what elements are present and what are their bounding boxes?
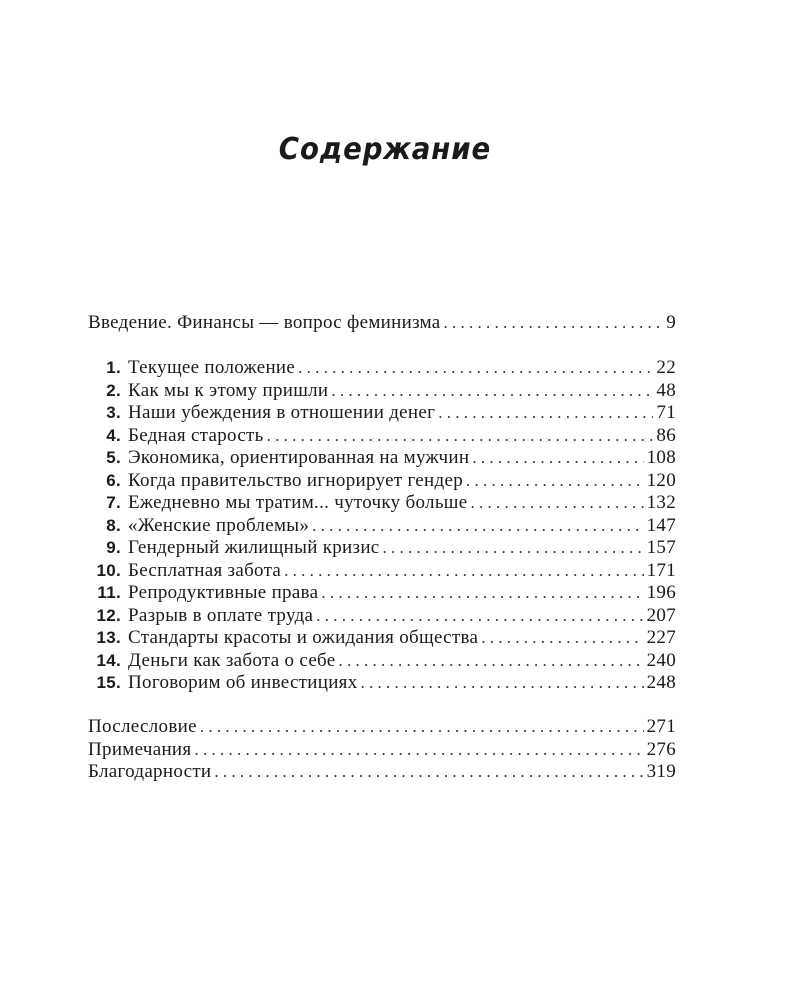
toc-entry-label: Деньги как забота о себе (128, 649, 336, 671)
toc-intro-section (88, 312, 676, 335)
toc-entry-end-matter[interactable] (88, 739, 676, 762)
chapter-number: 11. (97, 583, 121, 602)
toc-entry-label: Гендерный жилищный кризис (128, 537, 380, 558)
toc-entry-intro[interactable] (88, 312, 676, 335)
toc-entry-chapter[interactable] (88, 672, 676, 695)
dot-leader (284, 560, 643, 583)
dot-leader (470, 492, 643, 515)
toc-entry-label: Разрыв в оплате труда (128, 604, 314, 626)
toc-entry-page: 271 (646, 716, 676, 737)
toc-entry-label: Поговорим об инвестициях (128, 672, 358, 693)
toc-entry-label: Бесплатная забота (128, 559, 282, 581)
toc-entry-chapter[interactable] (88, 537, 676, 560)
toc-entry-chapter[interactable] (88, 492, 676, 515)
chapter-number: 6. (106, 470, 121, 490)
toc-entry-page: 227 (646, 627, 676, 648)
toc-entry-page: 86 (656, 424, 676, 446)
chapter-number: 4. (106, 425, 121, 445)
dot-leader (200, 716, 644, 739)
toc-entry-page: 9 (666, 312, 676, 333)
toc-entry-label: Послесловие (88, 716, 197, 737)
toc-entry-chapter[interactable] (88, 380, 676, 403)
dot-leader (298, 357, 653, 380)
toc-entry-chapter[interactable] (88, 560, 676, 583)
toc-entry-label: Экономика, ориентированная на мужчин (128, 447, 470, 468)
toc-entry-page: 207 (646, 604, 676, 626)
chapter-number: 14. (96, 650, 121, 670)
toc-entry-chapter[interactable] (88, 650, 676, 673)
chapter-number: 10. (96, 560, 121, 580)
dot-leader (214, 761, 643, 784)
toc-entry-page: 240 (646, 649, 676, 671)
toc-entry-label: Когда правительство игнорирует гендер (128, 469, 463, 491)
chapter-number: 12. (96, 605, 121, 625)
toc-entry-page: 171 (646, 559, 676, 581)
chapter-number: 5. (106, 448, 121, 467)
dot-leader (444, 312, 664, 335)
chapter-number: 15. (96, 673, 121, 692)
dot-leader (312, 515, 643, 538)
dot-leader (339, 650, 644, 673)
dot-leader (267, 425, 654, 448)
dot-leader (466, 470, 644, 493)
toc-entry-label: «Женские проблемы» (128, 514, 310, 536)
toc-entry-page: 132 (646, 492, 676, 513)
dot-leader (194, 739, 643, 762)
toc-end-matter-section (88, 716, 676, 784)
toc-entry-label: Как мы к этому пришли (128, 379, 329, 401)
toc-entry-label: Бедная старость (128, 424, 264, 446)
toc-entry-label: Репродуктивные права (128, 582, 319, 603)
chapter-number: 2. (106, 380, 121, 400)
toc-entry-label: Благодарности (88, 761, 212, 782)
toc-entry-chapter[interactable] (88, 357, 676, 380)
toc-entry-page: 248 (646, 672, 676, 693)
toc-entry-page: 157 (646, 537, 676, 558)
toc-entry-page: 319 (646, 761, 676, 782)
dot-leader (321, 582, 643, 605)
toc-entry-chapter[interactable] (88, 402, 676, 425)
page-title: Содержание (278, 132, 492, 167)
toc-entry-chapter[interactable] (88, 515, 676, 538)
toc-entry-chapter[interactable] (88, 627, 676, 650)
dot-leader (383, 537, 644, 560)
toc-entry-page: 48 (656, 379, 676, 401)
dot-leader (472, 447, 643, 470)
chapter-number: 9. (106, 538, 121, 557)
chapter-number: 13. (96, 628, 121, 647)
toc-entry-chapter[interactable] (88, 425, 676, 448)
dot-leader (361, 672, 644, 695)
toc-entry-label: Введение. Финансы — вопрос феминизма (88, 312, 441, 333)
toc-entry-page: 276 (646, 738, 676, 760)
toc-entry-label: Наши убеждения в отношении денег (128, 402, 436, 423)
toc-entry-chapter[interactable] (88, 447, 676, 470)
toc-entry-chapter[interactable] (88, 582, 676, 605)
toc-entry-page: 22 (656, 357, 676, 378)
dot-leader (438, 402, 653, 425)
toc-entry-page: 71 (656, 402, 676, 423)
toc-entry-chapter[interactable] (88, 470, 676, 493)
toc-entry-page: 147 (646, 514, 676, 536)
toc-entry-page: 120 (646, 469, 676, 491)
chapter-number: 8. (106, 515, 121, 535)
toc-entry-label: Стандарты красоты и ожидания общества (128, 627, 479, 648)
toc-entry-end-matter[interactable] (88, 716, 676, 739)
toc-entry-label: Текущее положение (128, 357, 296, 378)
dot-leader (316, 605, 643, 628)
toc-chapters-section (88, 357, 676, 695)
toc-entry-label: Примечания (88, 738, 192, 760)
toc-entry-label: Ежедневно мы тратим... чуточку больше (128, 492, 468, 513)
toc-entry-chapter[interactable] (88, 605, 676, 628)
chapter-number: 7. (106, 493, 121, 512)
toc-entry-page: 108 (646, 447, 676, 468)
dot-leader (331, 380, 653, 403)
dot-leader (481, 627, 643, 650)
chapter-number: 3. (106, 403, 121, 422)
chapter-number: 1. (106, 358, 121, 377)
toc-entry-page: 196 (646, 582, 676, 603)
toc-entry-end-matter[interactable] (88, 761, 676, 784)
